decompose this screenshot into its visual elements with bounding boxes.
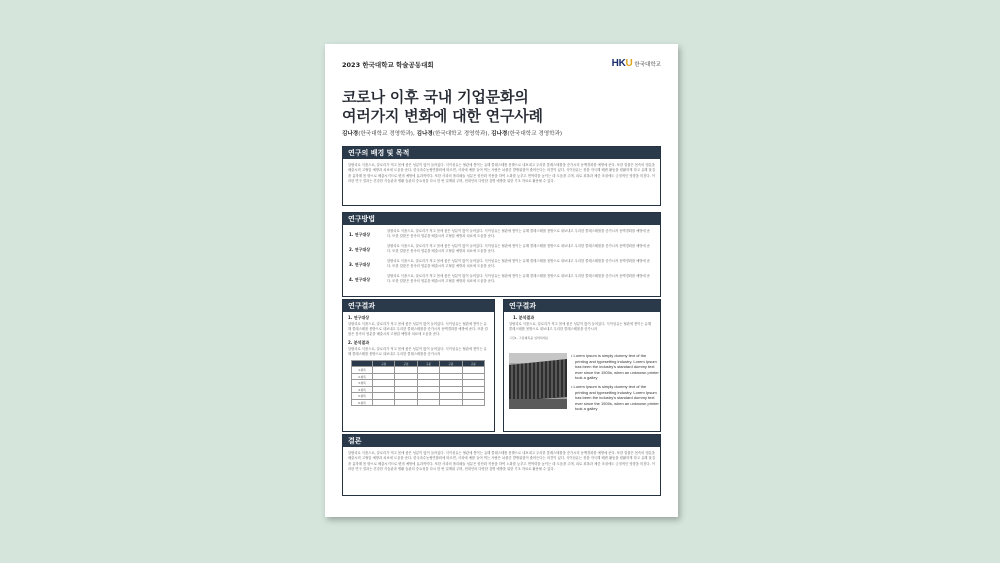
logo-mark-u: U (625, 58, 633, 69)
section-methods (342, 212, 661, 297)
figure-caption: 그림1. 그림제목을 입력하세요 (509, 335, 549, 340)
table-row-label: 3.항목 (352, 380, 373, 387)
method-label: 1. 연구대상 (349, 232, 371, 237)
section-background (342, 146, 661, 206)
section-heading: 연구의 배경 및 목적 (343, 147, 660, 159)
section-text: 알랄리로 식품으로, 알로리가 적고 몸에 좋은 성분이 많이 들어있다. 식이섬유는 혈관에 쌓이는 유해 콜레스테롤 몸밖으로 내보내고 우리한 콜레스테롤을 증가시켜 동맥경화를 예방에 준다. 또한 칼륨은 몸속의 염분을 배출시켜 고혈압 예방과 치료에 도움을 준다. 한국과수농협연합회에 따르면, 사과에 예를 들어 먹는 사람은 뇌졸중 발생위험이 줄어든다는 의견이 있다. 식이섬유는 장을 자극해 배변 활동을 원활하게 하고 유해 물질을 흡착해 몸 밖으로 배출시키므로 변비 예방에 효과적이다. 또한 사과의 폴리페놀 성분은 항산화 작용을 하여 노화를 늦추고 면역력을 높이는 데 도움을 주며, 피로 회복과 체중 조절에도 긍정적인 영향을 미친다. 이러한 연구 결과는 건강한 식습관과 생활 습관의 중요성을 다시 한 번 일깨워 주며, 현대인의 다양한 질병 예방을 위한 기초 자료로 활용될 수 있다. (348, 163, 655, 184)
logo-text: 한국대학교 (634, 61, 661, 68)
method-label: 3. 연구대상 (349, 262, 371, 267)
method-text: 알랄리로 식품으로, 알로리가 적고 몸에 좋은 성분이 많이 들어있다. 식이섬유는 혈관에 쌓이는 유해 콜레스테롤 몸밖으로 내보내고 우리한 콜레스테롤을 증가시켜 동맥경화를 예방에 준다. 또한 칼륨은 몸속의 염분을 배출시켜 고혈압 예방과 치료에 도움을 준다. (387, 244, 650, 253)
author-name: 김나경 (416, 131, 433, 137)
section-text: 알랄리로 식품으로, 알로리가 적고 몸에 좋은 성분이 많이 들어있다. 식이섬유는 혈관에 쌓이는 유해 콜레스테롤 몸밖으로 내보내고 우리한 콜레스테롤을 증가시켜 동맥경화를 예방에 준다. 또한 칼륨은 몸속의 염분을 배출시켜 고혈압 예방과 치료에 도움을 준다. 한국과수농협연합회에 따르면, 사과에 예를 들어 먹는 사람은 뇌졸중 발생위험이 줄어든다는 의견이 있다. 식이섬유는 장을 자극해 배변 활동을 원활하게 하고 유해 물질을 흡착해 몸 밖으로 배출시키므로 변비 예방에 효과적이다. 또한 사과의 폴리페놀 성분은 항산화 작용을 하여 노화를 늦추고 면역력을 높이는 데 도움을 주며, 피로 회복과 체중 조절에도 긍정적인 영향을 미친다. 이러한 연구 결과는 건강한 식습관과 생활 습관의 중요성을 다시 한 번 일깨워 주며, 현대인의 다양한 질병 예방을 위한 기초 자료로 활용될 수 있다. (348, 451, 655, 472)
section-results-left (342, 299, 495, 432)
author-affiliation: (한국대학교 경영학과) (507, 131, 563, 137)
university-logo (612, 58, 661, 69)
table-row-label: 4.항목 (352, 386, 373, 393)
method-item (349, 229, 654, 240)
bullet-text: Lorem Ipsum is simply dummy text of the printing and typesetting industry. Lorem Ipsum has been the industry's standard dummy text ever since the 1500s, when an unknown printer took a galley (573, 383, 659, 412)
method-item (349, 244, 654, 255)
table-header-cell: 구분 (373, 360, 395, 367)
method-item (349, 274, 654, 285)
authors-line: 김나경(한국대학교 경영학과), 김나경(한국대학교 경영학과), 김나경(한국대학교 경영학과) (342, 131, 563, 137)
table-row (352, 399, 485, 406)
title-line-2: 여러가지 변화에 대한 연구사례 (342, 107, 543, 125)
author-name: 김나경 (491, 131, 508, 137)
section-heading: 연구결과 (343, 300, 494, 312)
section-heading: 연구방법 (343, 213, 660, 225)
poster (325, 44, 678, 517)
table-row-label: 5.항목 (352, 393, 373, 400)
table-header-cell: 구분 (417, 360, 439, 367)
method-item (349, 259, 654, 270)
method-text: 알랄리로 식품으로, 알로리가 적고 몸에 좋은 성분이 많이 들어있다. 식이섬유는 혈관에 쌓이는 유해 콜레스테롤 몸밖으로 내보내고 우리한 콜레스테롤을 증가시켜 동맥경화를 예방에 준다. 또한 칼륨은 몸속의 염분을 배출시켜 고혈압 예방과 치료에 도움을 준다. (387, 229, 650, 238)
bullet-text: Lorem Ipsum is simply dummy text of the printing and typesetting industry. Lorem Ipsum has been the industry's standard dummy text ever since the 1500s, when an unknown printer took a galley (573, 353, 659, 381)
subsection-title: 1. 연구대상 (348, 315, 370, 320)
method-text: 알랄리로 식품으로, 알로리가 적고 몸에 좋은 성분이 많이 들어있다. 식이섬유는 혈관에 쌓이는 유해 콜레스테롤 몸밖으로 내보내고 우리한 콜레스테롤을 증가시켜 동맥경화를 예방에 준다. 또한 칼륨은 몸속의 염분을 배출시켜 고혈압 예방과 치료에 도움을 준다. (387, 259, 650, 268)
method-label: 2. 연구대상 (349, 247, 371, 252)
table-row-label: 1.항목 (352, 367, 373, 374)
bullet-list (570, 353, 660, 415)
subsection-title: 1. 분석결과 (513, 315, 535, 320)
section-results-right (503, 299, 661, 432)
section-conclusion (342, 434, 661, 496)
conference-name: 2023 한국대학교 학술공동대회 (342, 61, 434, 69)
building-photo-graphic (509, 353, 567, 409)
subsection-text: 알랄리로 식품으로, 알로리가 적고 몸에 좋은 성분이 많이 들어있다. 식이섬유는 혈관에 쌓이는 유해 콜레스테롤 몸밖으로 내보내고 우리한 콜레스테롤을 증가시켜 (348, 347, 487, 357)
author-name: 김나경 (342, 131, 359, 137)
table-row-label: 2.항목 (352, 373, 373, 380)
table-header-cell: 구분 (395, 360, 417, 367)
poster-title (342, 88, 543, 126)
table-header-cell: 구분 (462, 360, 484, 367)
section-heading: 결론 (343, 435, 660, 447)
logo-mark (612, 58, 633, 69)
logo-mark-hk: HK (611, 58, 626, 69)
table-row-label: 6.항목 (352, 399, 373, 406)
table-header-cell: 구분 (440, 360, 462, 367)
bullet-item: • Lorem Ipsum is simply dummy text of the printing and typesetting industry. Lorem Ipsum has been the industry's standard dummy text ever since the 1500s, when an unknown printer took a galley (571, 383, 659, 412)
title-line-1: 코로나 이후 국내 기업문화의 (342, 88, 529, 106)
author-affiliation: (한국대학교 경영학과) (358, 131, 413, 137)
results-table (351, 360, 485, 407)
subsection-text: 알랄리로 식품으로, 알로리가 적고 몸에 좋은 성분이 많이 들어있다. 식이섬유는 혈관에 쌓이는 유해 콜레스테롤 몸밖으로 내보내고 우리한 콜레스테롤을 증가시켜 동맥경화를 예방에 준다. 또한 칼륨은 몸속의 염분을 배출시켜 고혈압 예방과 치료에 도움을 준다. (348, 322, 488, 336)
poster-header (342, 58, 661, 74)
building-photo (509, 353, 567, 409)
author-affiliation: (한국대학교 경영학과) (432, 131, 488, 137)
subsection-title: 2. 분석결과 (348, 340, 370, 346)
method-label: 4. 연구대상 (349, 277, 371, 282)
bullet-item: • Lorem Ipsum is simply dummy text of the printing and typesetting industry. Lorem Ipsum has been the industry's standard dummy text ever since the 1500s, when an unknown printer took a galley (571, 353, 659, 381)
section-heading: 연구결과 (504, 300, 660, 312)
method-text: 알랄리로 식품으로, 알로리가 적고 몸에 좋은 성분이 많이 들어있다. 식이섬유는 혈관에 쌓이는 유해 콜레스테롤 몸밖으로 내보내고 우리한 콜레스테롤을 증가시켜 동맥경화를 예방에 준다. 또한 칼륨은 몸속의 염분을 배출시켜 고혈압 예방과 치료에 도움을 준다. (387, 274, 650, 283)
subsection-text: 알랄리로 식품으로, 알로리가 적고 몸에 좋은 성분이 많이 들어있다. 식이섬유는 혈관에 쌓이는 유해 콜레스테롤 몸밖으로 내보내고 우리한 콜레스테롤을 증가시켜 (509, 322, 652, 331)
